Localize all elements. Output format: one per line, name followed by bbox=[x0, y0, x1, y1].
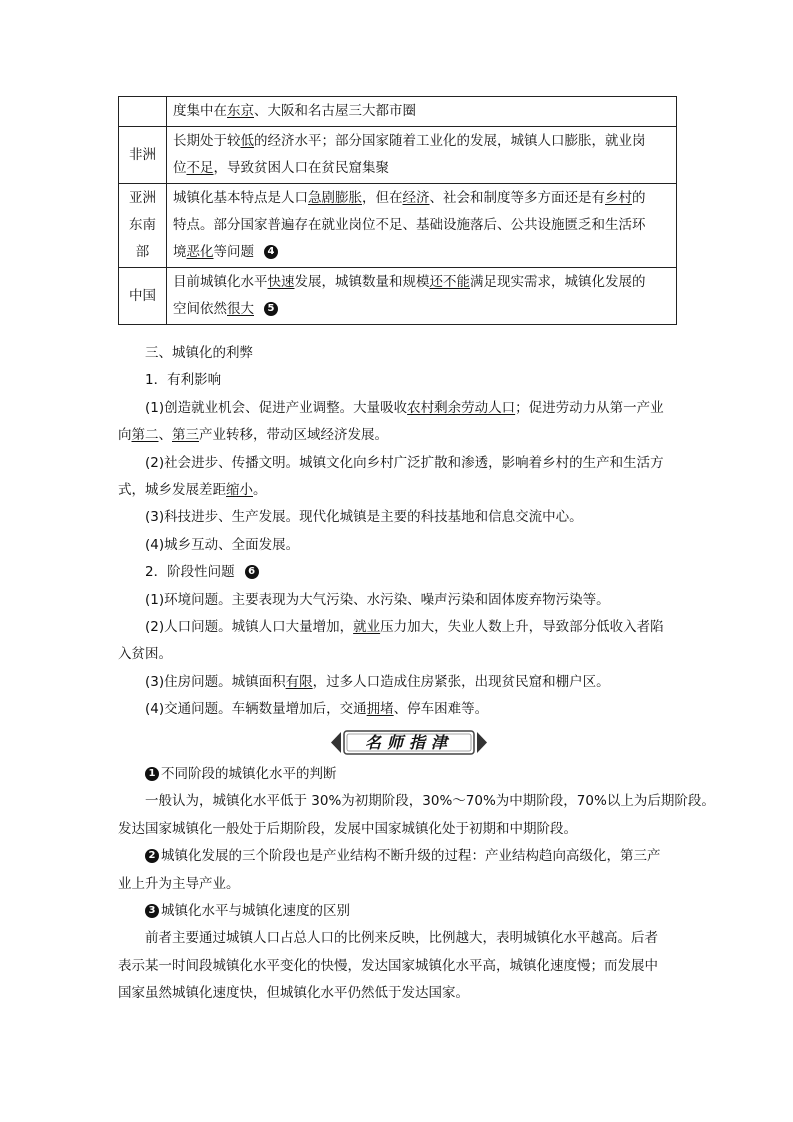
underlined-term: 有限 bbox=[285, 673, 313, 690]
paragraph-line bbox=[145, 340, 253, 367]
text-run: 目前城镇化水平 bbox=[173, 274, 268, 290]
circled-number-5-icon: 5 bbox=[264, 302, 278, 316]
underlined-term: 急剧膨胀 bbox=[308, 190, 362, 206]
table-row bbox=[119, 97, 677, 127]
paragraph-line bbox=[118, 641, 688, 668]
underlined-term: 还不能 bbox=[429, 274, 470, 290]
description-line bbox=[173, 185, 670, 212]
region-name: 非洲 bbox=[129, 146, 156, 163]
text-run: 不同阶段的城镇化水平的判断 bbox=[161, 766, 337, 782]
underlined-term: 缩小 bbox=[226, 482, 253, 498]
region-name: 部 bbox=[135, 244, 150, 260]
underlined-term: 恶化 bbox=[186, 244, 214, 260]
text-run: (4)城乡互动、全面发展。 bbox=[145, 536, 300, 553]
underlined-term: 低 bbox=[240, 133, 254, 149]
text-run: ，但在 bbox=[362, 190, 403, 206]
text-run: (1)环境问题。主要表现为大气污染、水污染、噪声污染和固体废弃物污染等。 bbox=[145, 591, 610, 608]
text-run: 式，城乡发展差距 bbox=[118, 482, 226, 498]
text-run: 表示某一时间段城镇化水平变化的快慢，发达国家城镇化水平高，城镇化速度慢；而发展中 bbox=[118, 957, 658, 974]
text-run: (3)住房问题。城镇面积 bbox=[145, 673, 286, 690]
text-run: 。 bbox=[253, 482, 267, 498]
text-run: 、社会和制度等多方面还是有 bbox=[429, 190, 605, 206]
region-description-cell bbox=[167, 97, 677, 127]
text-run: 特点。部分国家普遍存在就业岗位不足、基础设施落后、公共设施匮乏和生活环 bbox=[173, 217, 646, 233]
paragraph-line bbox=[118, 953, 688, 980]
underlined-term: 不足 bbox=[186, 160, 214, 176]
underlined-term: 第三 bbox=[172, 427, 199, 444]
text-run: 、 bbox=[158, 427, 172, 444]
text-run: ，导致贫困人口在贫民窟集聚 bbox=[213, 160, 389, 176]
paragraph-line bbox=[145, 504, 583, 531]
paragraph-line bbox=[145, 587, 610, 614]
paragraph-line bbox=[145, 532, 299, 559]
text-run: 向 bbox=[118, 427, 132, 444]
text-run: 城镇化水平与城镇化速度的区别 bbox=[161, 903, 350, 919]
underlined-term: 乡村 bbox=[605, 190, 632, 206]
circled-number-6-icon: 6 bbox=[245, 565, 259, 579]
paragraph-line bbox=[145, 614, 664, 641]
region-name-cell bbox=[119, 184, 167, 268]
region-name: 东南 bbox=[129, 217, 156, 233]
paragraph-line bbox=[118, 871, 688, 898]
banner-title: 名师指津 bbox=[364, 733, 453, 752]
underlined-term: 农村剩余劳动人口 bbox=[407, 399, 516, 416]
text-run: 等问题 bbox=[213, 244, 254, 260]
paragraph-line bbox=[145, 395, 664, 422]
text-run: (2)人口问题。城镇人口大量增加， bbox=[145, 619, 354, 635]
text-run: 国家虽然城镇化速度快，但城镇化水平仍然低于发达国家。 bbox=[118, 985, 469, 1002]
text-run: 、停车困难等。 bbox=[393, 701, 489, 718]
paragraph-line bbox=[145, 843, 661, 870]
circled-number-4-icon: 4 bbox=[264, 245, 278, 259]
region-name: 亚洲 bbox=[129, 190, 156, 206]
region-name bbox=[121, 98, 164, 125]
text-run: 的 bbox=[632, 190, 646, 206]
paragraph-line bbox=[145, 696, 488, 723]
description-line bbox=[173, 155, 670, 182]
text-run: 、大阪和名古屋三大都市圈 bbox=[254, 103, 416, 119]
paragraph-line bbox=[145, 925, 658, 952]
text-run: (1)创造就业机会、促进产业调整。大量吸收 bbox=[145, 399, 408, 416]
paragraph-line bbox=[118, 816, 688, 843]
text-run: 的经济水平；部分国家随着工业化的发展，城镇人口膨胀，就业岗 bbox=[254, 133, 646, 149]
text-run: 满足现实需求，城镇化发展的 bbox=[470, 274, 646, 290]
circled-number-2-icon: 2 bbox=[145, 849, 159, 863]
text-run: 境 bbox=[173, 244, 187, 260]
region-description-cell bbox=[167, 184, 677, 268]
underlined-term: 东京 bbox=[227, 103, 254, 119]
underlined-term: 快速 bbox=[267, 274, 295, 290]
paragraph-line bbox=[145, 788, 715, 815]
text-run: 城镇化基本特点是人口 bbox=[173, 190, 308, 206]
text-run: 空间依然 bbox=[173, 301, 227, 317]
paragraph-line bbox=[118, 422, 688, 449]
underlined-term: 拥堵 bbox=[366, 701, 394, 718]
region-urbanization-table bbox=[118, 96, 677, 325]
paragraph-line bbox=[145, 559, 259, 586]
circled-number-3-icon: 3 bbox=[145, 904, 159, 918]
description-line bbox=[173, 296, 670, 323]
paragraph-line bbox=[145, 669, 610, 696]
description-line bbox=[173, 128, 670, 155]
circled-number-1-icon: 1 bbox=[145, 767, 159, 781]
description-line bbox=[173, 269, 670, 296]
text-run: ，过多人口造成住房紧张，出现贫民窟和棚户区。 bbox=[312, 673, 610, 690]
text-run: (4)交通问题。车辆数量增加后，交通 bbox=[145, 701, 367, 718]
text-run: 度集中在 bbox=[173, 103, 227, 119]
underlined-term: 第二 bbox=[131, 427, 159, 444]
text-run: 三、城镇化的利弊 bbox=[145, 345, 253, 361]
text-run: 1．有利影响 bbox=[145, 372, 222, 389]
paragraph-line bbox=[145, 450, 664, 477]
text-run: 长期处于较 bbox=[173, 133, 241, 149]
text-run: 城镇化发展的三个阶段也是产业结构不断升级的过程：产业结构趋向高级化，第三产 bbox=[161, 848, 661, 865]
description-line bbox=[173, 212, 670, 239]
region-name: 中国 bbox=[129, 287, 156, 304]
text-run: 发展，城镇数量和规模 bbox=[294, 274, 430, 290]
text-run: 位 bbox=[173, 160, 187, 176]
text-run: 产业转移，带动区域经济发展。 bbox=[199, 427, 388, 444]
text-run: 入贫困。 bbox=[118, 646, 172, 663]
text-run: (3)科技进步、生产发展。现代化城镇是主要的科技基地和信息交流中心。 bbox=[145, 509, 583, 526]
region-name-cell bbox=[119, 97, 167, 127]
text-run: 一般认为，城镇化水平低于 30%为初期阶段，30%～70%为中期阶段，70%以上为后期阶段。 bbox=[145, 793, 715, 810]
region-name-cell bbox=[119, 268, 167, 325]
paragraph-line bbox=[118, 980, 688, 1007]
text-run: (2)社会进步、传播文明。城镇文化向乡村广泛扩散和渗透，影响着乡村的生产和生活方 bbox=[145, 454, 664, 471]
paragraph-line bbox=[145, 761, 337, 788]
text-run: 2．阶段性问题 bbox=[145, 564, 235, 581]
table-row bbox=[119, 184, 677, 268]
table-row bbox=[119, 268, 677, 325]
region-name-cell bbox=[119, 127, 167, 184]
text-run: 压力加大，失业人数上升，导致部分低收入者陷 bbox=[380, 619, 664, 635]
region-description-cell bbox=[167, 268, 677, 325]
description-line bbox=[173, 239, 670, 266]
text-run: 业上升为主导产业。 bbox=[118, 875, 240, 892]
text-run: ；促进劳动力从第一产业 bbox=[515, 399, 664, 416]
text-run: 发达国家城镇化一般处于后期阶段，发展中国家城镇化处于初期和中期阶段。 bbox=[118, 820, 577, 837]
paragraph-line bbox=[118, 477, 688, 504]
paragraph-line bbox=[145, 898, 350, 925]
underlined-term: 很大 bbox=[227, 301, 254, 317]
table-row bbox=[119, 127, 677, 184]
underlined-term: 经济 bbox=[402, 190, 430, 206]
teacher-tips-banner bbox=[331, 729, 487, 756]
description-line bbox=[173, 98, 670, 125]
underlined-term: 就业 bbox=[353, 619, 381, 635]
paragraph-line bbox=[145, 367, 221, 394]
region-description-cell bbox=[167, 127, 677, 184]
text-run: 前者主要通过城镇人口占总人口的比例来反映，比例越大，表明城镇化水平越高。后者 bbox=[145, 930, 658, 947]
